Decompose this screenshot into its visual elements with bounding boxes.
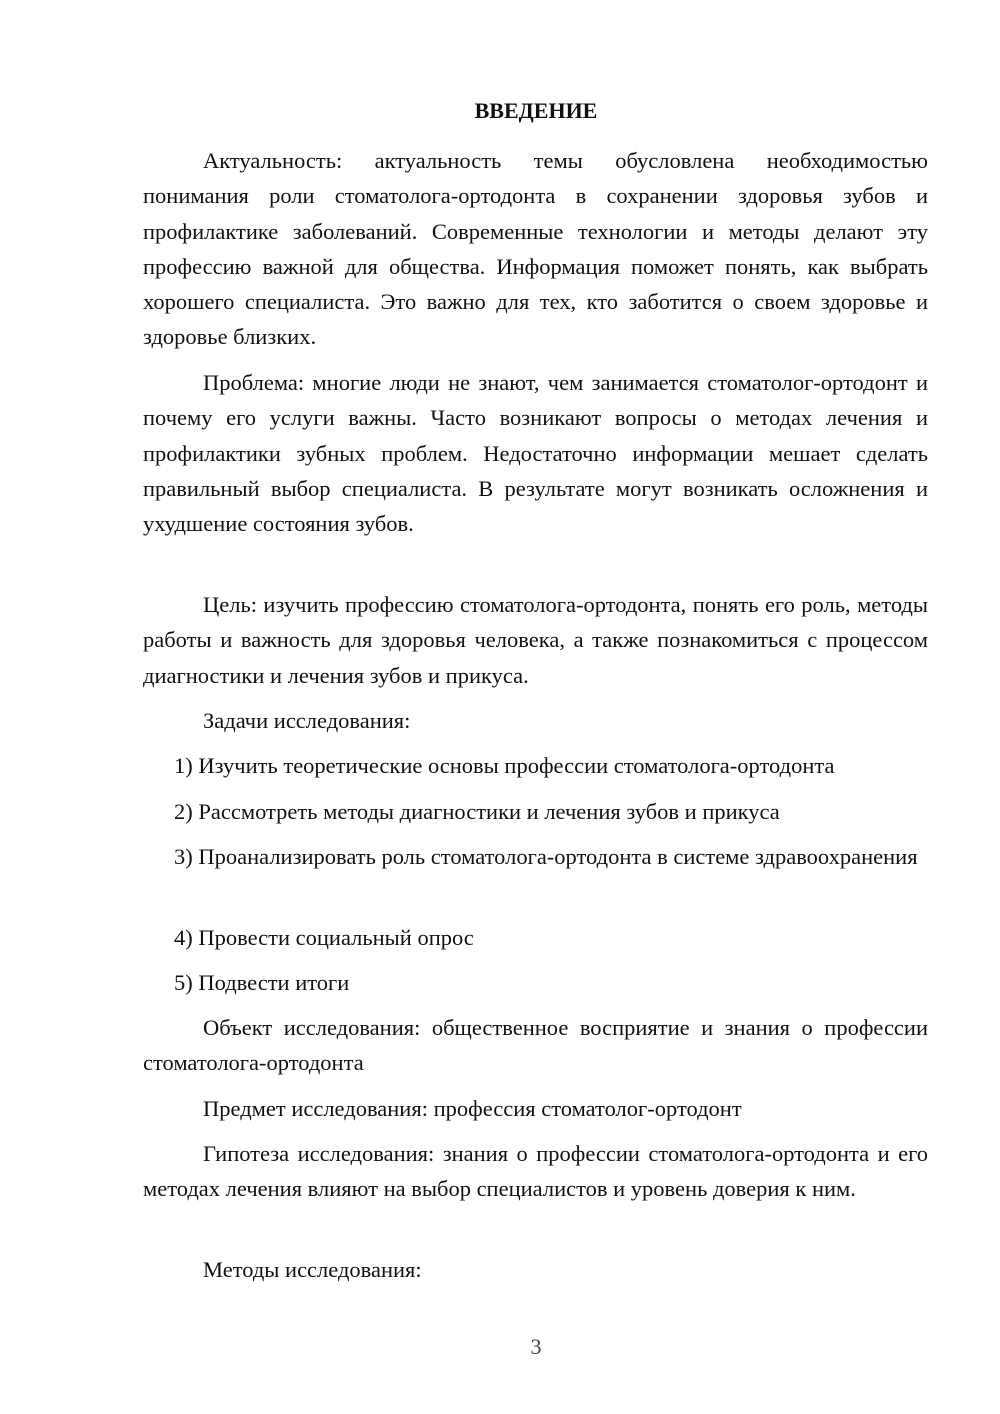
- paragraph-hypothesis: [143, 1136, 928, 1207]
- list-item-5: [143, 965, 928, 1000]
- list-item-text: 4) Провести социальный опрос: [174, 925, 474, 950]
- paragraph-subject: [143, 1091, 928, 1126]
- paragraph-object: [143, 1010, 928, 1081]
- paragraph-text: Цель: изучить профессию стоматолога-ортодонта, понять его роль, методы работы и важность для здоровья человека, а также познакомиться с процессом диагностики и лечения зубов и прикуса.: [143, 592, 928, 688]
- list-item-4: [143, 920, 928, 955]
- paragraph-goal: [143, 587, 928, 693]
- page-number: 3: [530, 1334, 542, 1359]
- list-item-2: [143, 794, 928, 829]
- paragraph-relevance: [143, 143, 928, 355]
- list-item-text: 2) Рассмотреть методы диагностики и лечения зубов и прикуса: [174, 799, 780, 824]
- list-item-3: [143, 839, 928, 874]
- list-item-1: [143, 748, 928, 783]
- section-title: ВВЕДЕНИЕ: [474, 98, 598, 123]
- paragraph-text: Предмет исследования: профессия стоматолог-ортодонт: [203, 1096, 742, 1121]
- paragraph-tasks-heading: [143, 703, 928, 738]
- paragraph-problem: [143, 365, 928, 541]
- list-item-text: 3) Проанализировать роль стоматолога-ортодонта в системе здравоохранения: [174, 844, 918, 869]
- paragraph-methods: [143, 1252, 928, 1287]
- paragraph-text: Задачи исследования:: [203, 708, 411, 733]
- paragraph-text: Методы исследования:: [203, 1257, 422, 1282]
- paragraph-text: Гипотеза исследования: знания о профессии стоматолога-ортодонта и его методах лечения влияют на выбор специалистов и уровень доверия к ним.: [143, 1141, 928, 1202]
- list-item-text: 1) Изучить теоретические основы профессии стоматолога-ортодонта: [174, 753, 835, 778]
- list-item-text: 5) Подвести итоги: [174, 970, 350, 995]
- paragraph-text: Актуальность: актуальность темы обусловлена необходимостью понимания роли стоматолога-ортодонта в сохранении здоровья зубов и профилактике заболеваний. Современные технологии и методы делают эту профессию важной для общества. Информация поможет понять, как выбрать хорошего специалиста. Это важно для тех, кто заботится о своем здоровье и здоровье близких.: [143, 148, 928, 350]
- paragraph-text: Проблема: многие люди не знают, чем занимается стоматолог-ортодонт и почему его услуги важны. Часто возникают вопросы о методах лечения и профилактики зубных проблем. Недостаточно информации мешает сделать правильный выбор специалиста. В результате могут возникать осложнения и ухудшение состояния зубов.: [143, 370, 928, 537]
- paragraph-text: Объект исследования: общественное восприятие и знания о профессии стоматолога-ортодонта: [143, 1015, 928, 1076]
